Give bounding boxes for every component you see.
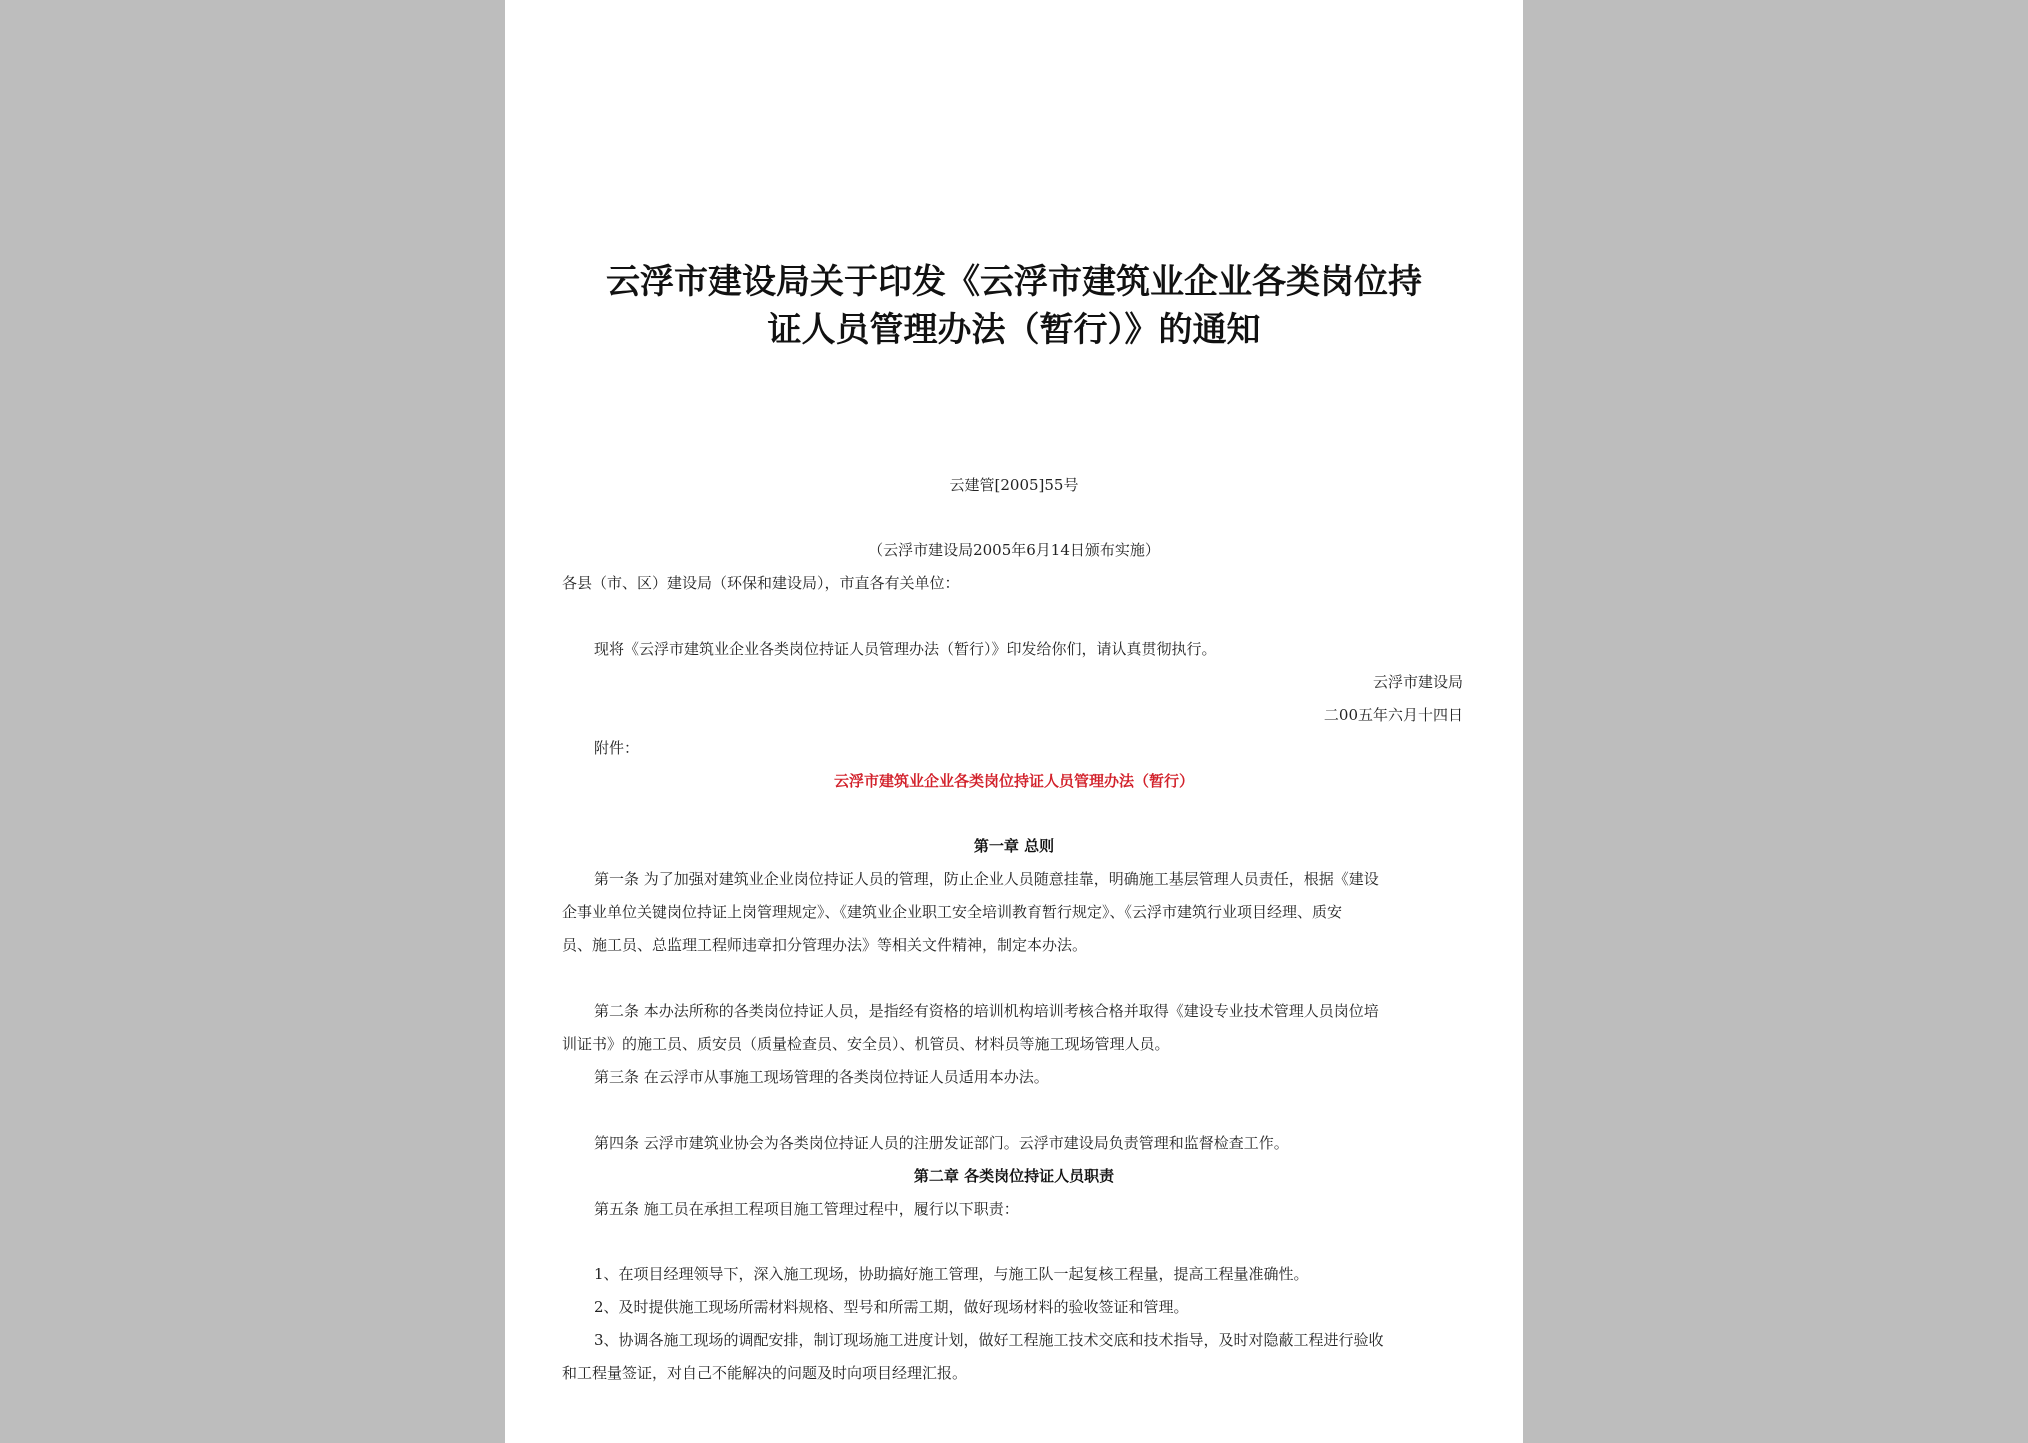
body-paragraph: 现将《云浮市建筑业企业各类岗位持证人员管理办法（暂行）》印发给你们，请认真贯彻执行。 (594, 640, 1217, 658)
signature-date: 二00五年六月十四日 (1323, 706, 1463, 724)
duty-item-3-line-2: 和工程量签证，对自己不能解决的问题及时向项目经理汇报。 (562, 1364, 968, 1382)
document-page (505, 0, 1523, 1443)
addressee: 各县（市、区）建设局（环保和建设局），市直各有关单位： (562, 574, 960, 592)
article-4: 第四条 云浮市建筑业协会为各类岗位持证人员的注册发证部门。云浮市建设局负责管理和监督检查工作。 (594, 1134, 1289, 1152)
issue-note: （云浮市建设局2005年6月14日颁布实施） (868, 541, 1160, 559)
title-line-1: 云浮市建设局关于印发《云浮市建筑业企业各类岗位持 (606, 262, 1422, 302)
title-line-2: 证人员管理办法（暂行）》的通知 (767, 310, 1261, 350)
chapter-1-heading: 第一章 总则 (973, 837, 1055, 855)
document-number: 云建管[2005]55号 (949, 476, 1079, 494)
duty-item-2: 2、及时提供施工现场所需材料规格、型号和所需工期，做好现场材料的验收签证和管理。 (594, 1298, 1189, 1316)
attachment-title: 云浮市建筑业企业各类岗位持证人员管理办法（暂行） (833, 772, 1194, 790)
article-1-line-3: 员、施工员、总监理工程师违章扣分管理办法》等相关文件精神，制定本办法。 (562, 936, 1088, 954)
article-3: 第三条 在云浮市从事施工现场管理的各类岗位持证人员适用本办法。 (594, 1068, 1049, 1086)
article-5: 第五条 施工员在承担工程项目施工管理过程中，履行以下职责： (594, 1200, 1019, 1218)
document-title (545, 258, 1483, 354)
duty-item-1: 1、在项目经理领导下，深入施工现场，协助搞好施工管理，与施工队一起复核工程量，提高工程量准确性。 (594, 1265, 1309, 1283)
chapter-2-heading: 第二章 各类岗位持证人员职责 (913, 1167, 1115, 1185)
article-2-line-1: 第二条 本办法所称的各类岗位持证人员，是指经有资格的培训机构培训考核合格并取得《建设专业技术管理人员岗位培 (594, 1002, 1379, 1020)
duty-item-3-line-1: 3、协调各施工现场的调配安排，制订现场施工进度计划，做好工程施工技术交底和技术指导，及时对隐蔽工程进行验收 (594, 1331, 1384, 1349)
article-1-line-2: 企事业单位关键岗位持证上岗管理规定》、《建筑业企业职工安全培训教育暂行规定》、《云浮市建筑行业项目经理、质安 (562, 903, 1343, 921)
signature-organization: 云浮市建设局 (1372, 673, 1463, 691)
article-1-line-1: 第一条 为了加强对建筑业企业岗位持证人员的管理，防止企业人员随意挂靠，明确施工基层管理人员责任，根据《建设 (594, 870, 1379, 888)
attachment-label: 附件： (594, 739, 640, 757)
article-2-line-2: 训证书》的施工员、质安员（质量检查员、安全员）、机管员、材料员等施工现场管理人员。 (562, 1035, 1170, 1053)
